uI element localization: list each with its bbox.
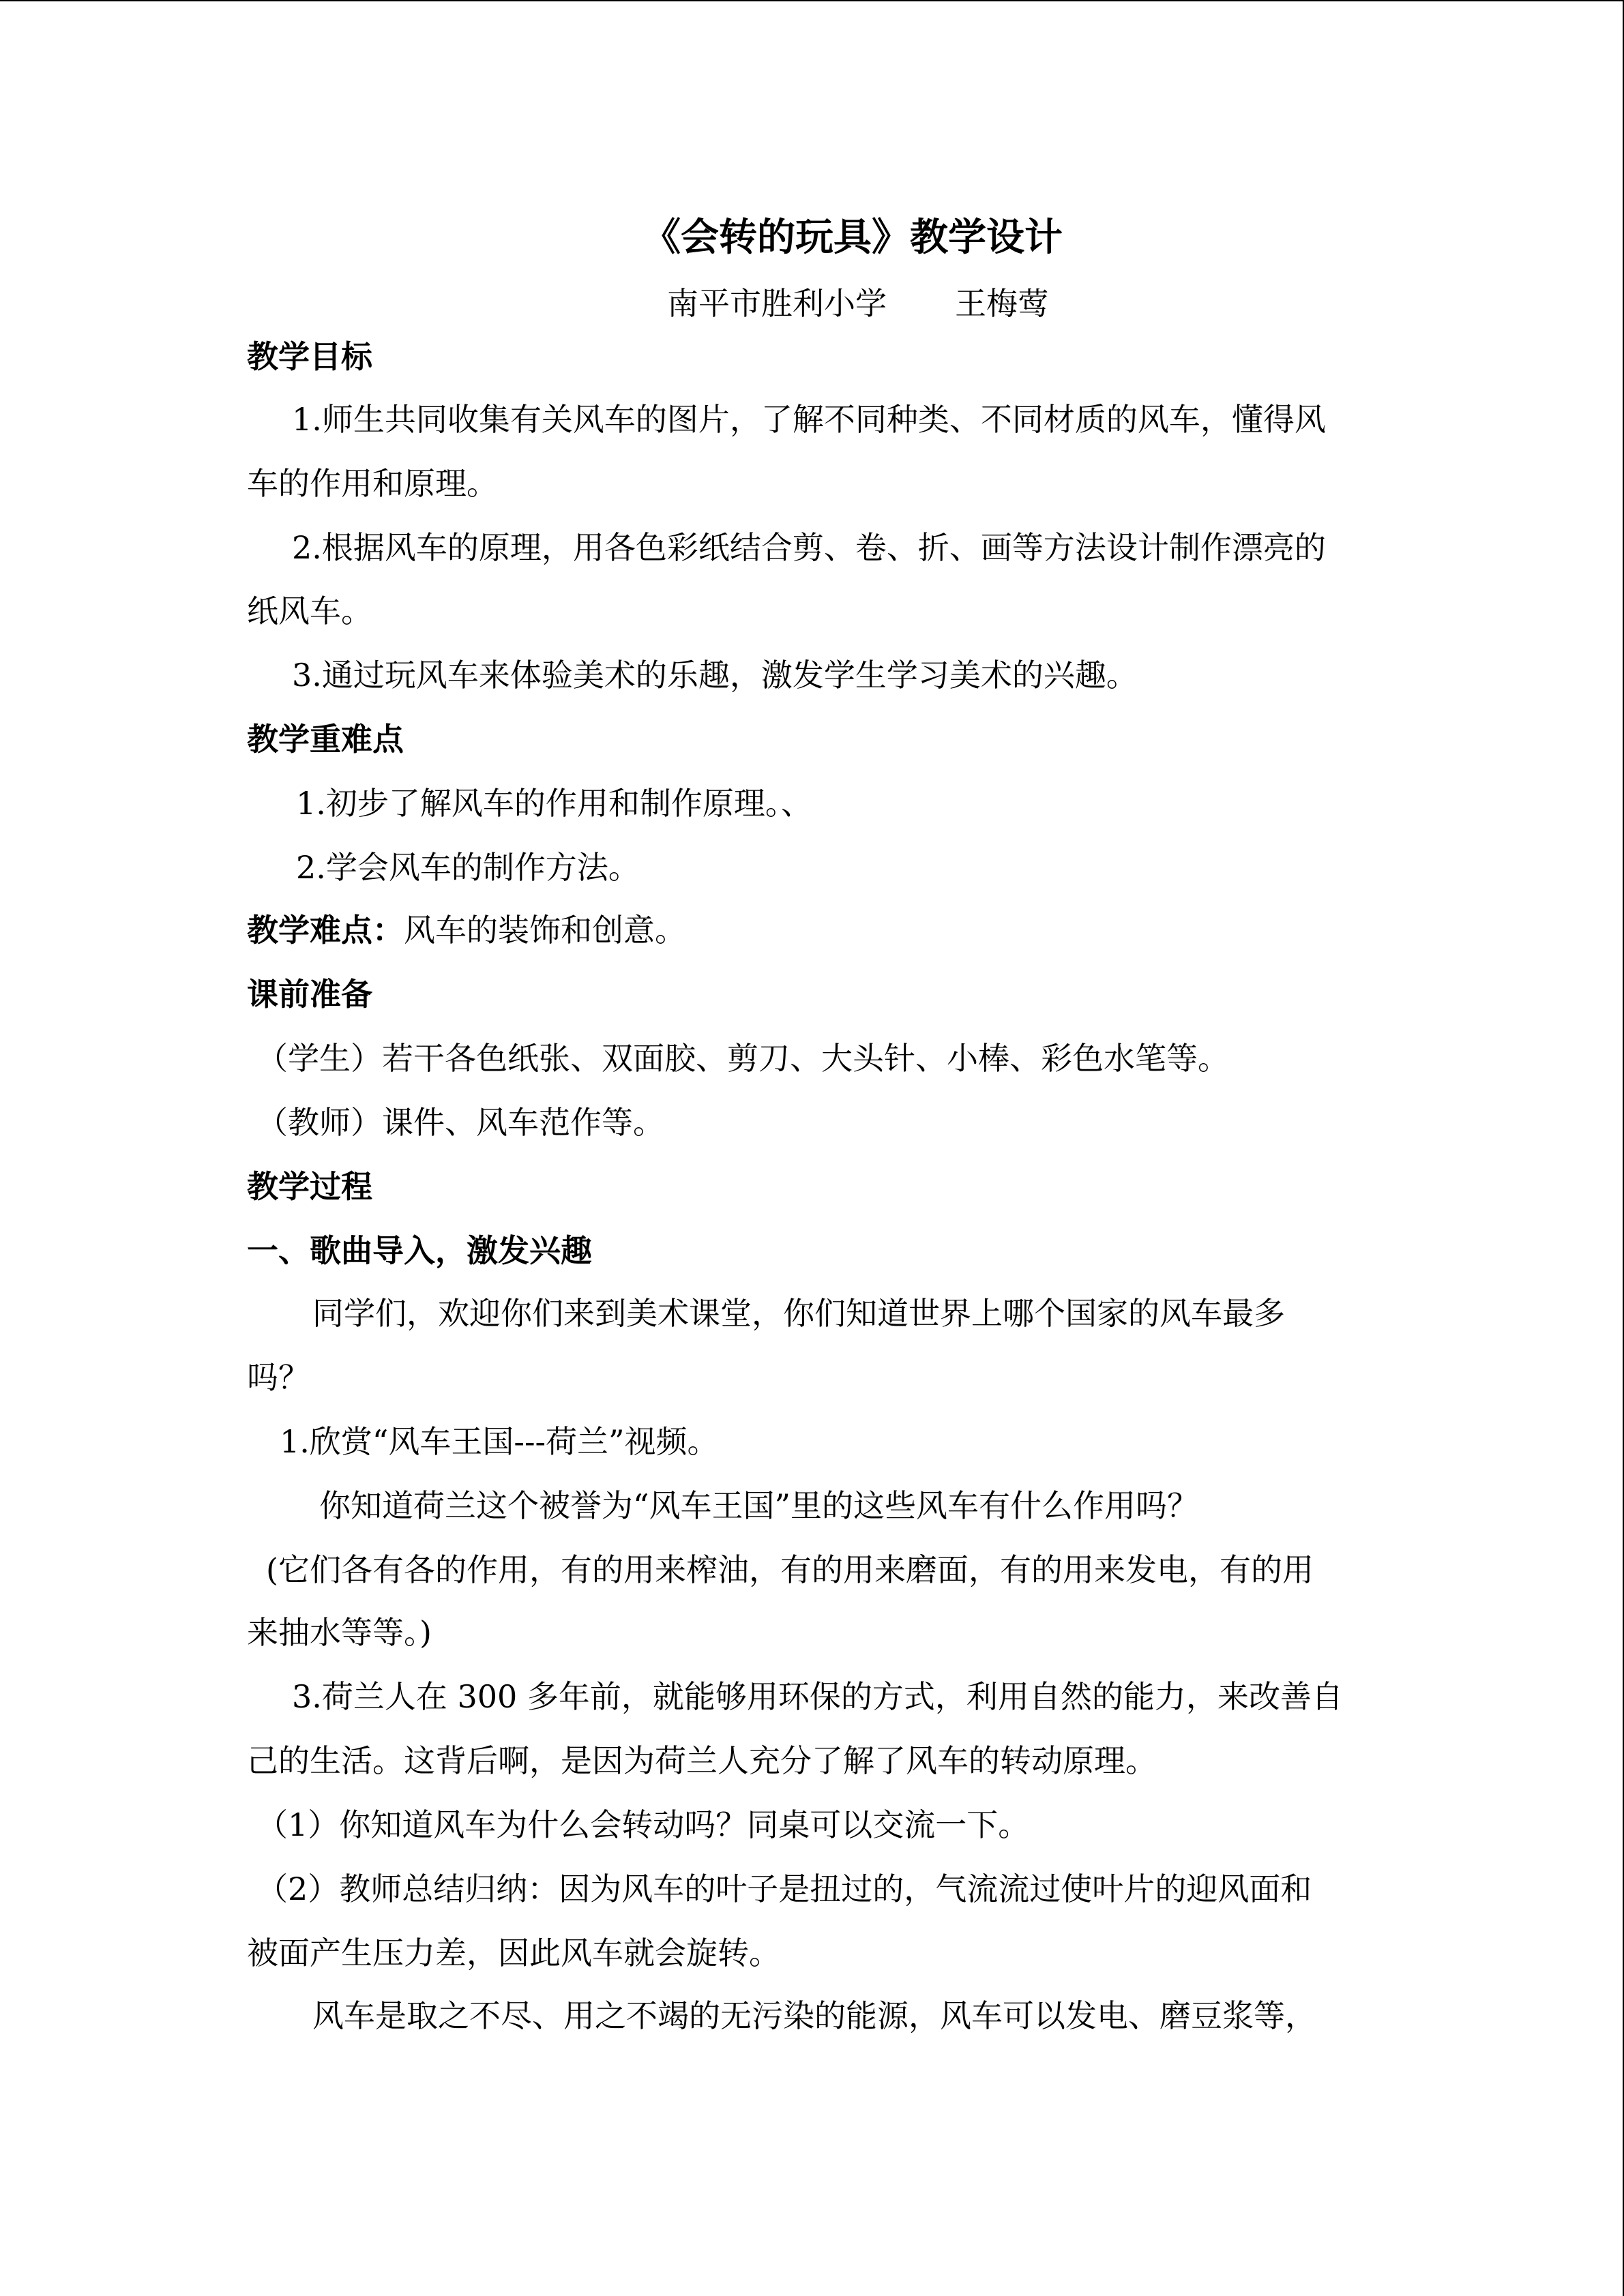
- page-border-top: [0, 0, 1624, 1]
- author-school: 南平市胜利小学: [667, 285, 887, 322]
- key-points-heading: 教学重难点: [247, 721, 404, 758]
- preparation-teacher: （教师）课件、风车范作等。: [256, 1104, 664, 1141]
- intro-line-1: 同学们，欢迎你们来到美术课堂，你们知道世界上哪个国家的风车最多: [312, 1295, 1285, 1332]
- sub-step-1: （1）你知道风车为什么会转动吗？同桌可以交流一下。: [256, 1806, 1030, 1843]
- step-3-line-1: 3.荷兰人在 300 多年前，就能够用环保的方式，利用自然的能力，来改善自: [292, 1678, 1343, 1715]
- objective-1-line-2: 车的作用和原理。: [247, 465, 498, 502]
- difficulty-label: 教学难点：: [247, 912, 404, 949]
- objective-1-line-1: 1.师生共同收集有关风车的图片，了解不同种类、不同材质的风车，懂得风: [292, 401, 1326, 438]
- question-line: 你知道荷兰这个被誉为“风车王国”里的这些风车有什么作用吗？: [319, 1487, 1199, 1524]
- intro-line-2: 吗？: [247, 1359, 310, 1396]
- section-1-heading: 一、歌曲导入，激发兴趣: [247, 1232, 592, 1269]
- answer-line-1: (它们各有各的作用，有的用来榨油，有的用来磨面，有的用来发电，有的用: [266, 1551, 1314, 1588]
- objective-2-line-1: 2.根据风车的原理，用各色彩纸结合剪、卷、折、画等方法设计制作漂亮的: [292, 529, 1326, 566]
- step-3-line-2: 己的生活。这背后啊，是因为荷兰人充分了解了风车的转动原理。: [247, 1742, 1157, 1779]
- difficulty-line: [247, 912, 686, 949]
- key-point-2: 2.学会风车的制作方法。: [296, 849, 640, 886]
- objective-3: 3.通过玩风车来体验美术的乐趣，激发学生学习美术的兴趣。: [292, 657, 1138, 694]
- answer-line-2: 来抽水等等。): [247, 1614, 432, 1651]
- preparation-students: （学生）若干各色纸张、双面胶、剪刀、大头针、小棒、彩色水笔等。: [256, 1040, 1229, 1077]
- key-point-1: 1.初步了解风车的作用和制作原理。、: [296, 785, 812, 822]
- author-name: 王梅莺: [955, 285, 1049, 322]
- process-heading: 教学过程: [247, 1168, 372, 1205]
- document-title: 《会转的玩具》教学设计: [643, 215, 1063, 260]
- sub-step-2-line-1: （2）教师总结归纳：因为风车的叶子是扭过的，气流流过使叶片的迎风面和: [256, 1870, 1312, 1907]
- author-line: [667, 285, 1049, 322]
- difficulty-text: 风车的装饰和创意。: [404, 912, 686, 949]
- preparation-heading: 课前准备: [247, 976, 372, 1013]
- objectives-heading: 教学目标: [247, 338, 372, 375]
- step-1: 1.欣赏“风车王国---荷兰”视频。: [280, 1423, 719, 1460]
- closing-line: 风车是取之不尽、用之不竭的无污染的能源，风车可以发电、磨豆浆等，: [312, 1997, 1316, 2034]
- objective-2-line-2: 纸风车。: [247, 593, 372, 629]
- sub-step-2-line-2: 被面产生压力差，因此风车就会旋转。: [247, 1935, 780, 1971]
